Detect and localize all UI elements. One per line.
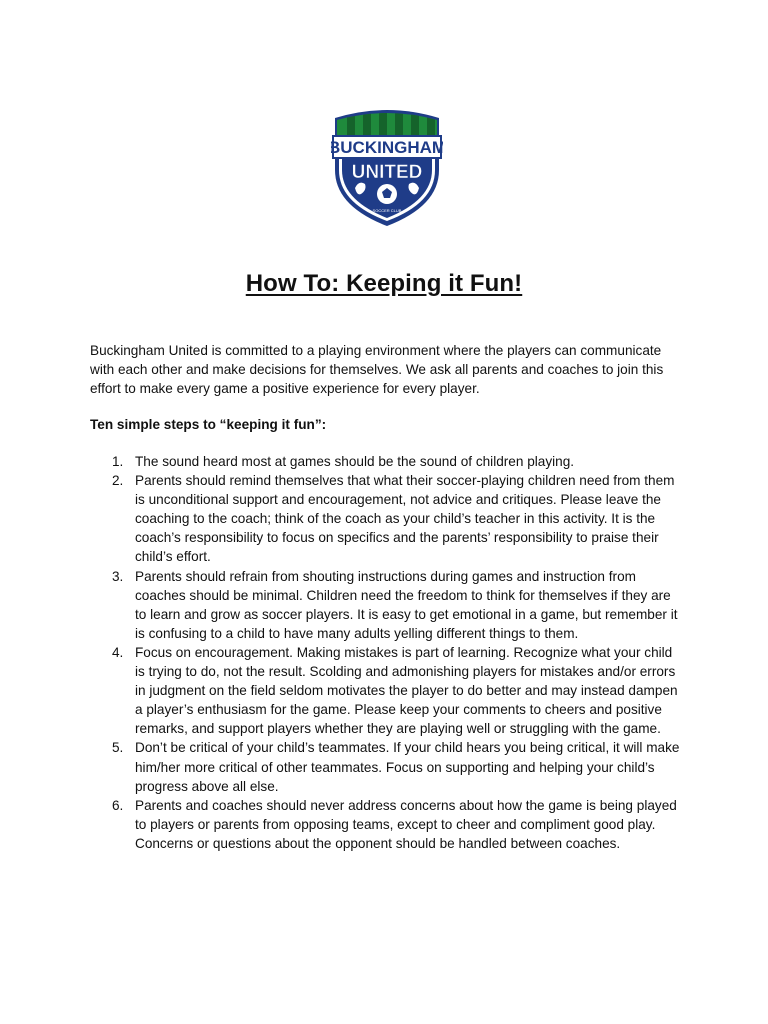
list-item-number: 6. <box>112 797 124 813</box>
crest-name-line2: UNITED <box>351 162 423 183</box>
list-item-text: Don’t be critical of your child’s teammates. If your child hears you being critical, it will make him/her more critical of other teammates. Focus on supporting and helping your child’s progress above all else. <box>135 740 680 794</box>
list-item-number: 3. <box>112 568 124 584</box>
page-title: How To: Keeping it Fun! <box>245 270 523 297</box>
crest-icon <box>331 108 443 228</box>
list-item <box>90 452 682 471</box>
list-item <box>90 471 682 566</box>
list-item-text: Parents should remind themselves that what their soccer-playing children need from them is unconditional support and encouragement, not advice and critiques. Please leave the coaching to the coach; think of the coach as your child’s teacher in this activity. It is the coach’s responsibility to focus on specifics and the parents’ responsibility to praise their child’s effort. <box>135 473 675 565</box>
list-item-text: The sound heard most at games should be the sound of children playing. <box>135 454 575 469</box>
list-item <box>90 796 682 853</box>
list-item-number: 4. <box>112 644 124 660</box>
list-item-text: Parents and coaches should never address concerns about how the game is being played to players or parents from opposing teams, except to cheer and compliment good play. Concerns or questions about the opponent should be handled between coaches. <box>135 797 677 851</box>
svg-text:SOCCER CLUB: SOCCER CLUB <box>372 208 402 213</box>
crest-name-line1: BUCKINGHAM <box>331 138 443 157</box>
list-item <box>90 643 682 738</box>
steps-list <box>90 452 682 853</box>
list-item-text: Focus on encouragement. Making mistakes is part of learning. Recognize what your child is trying to do, not the result. Scolding and admonishing players for mistakes and/or errors in judgment on the field seldom motivates the player to do better and may instead dampen a player’s enthusiasm for the game. Please keep your comments to cheers and positive remarks, and support players whether they are playing well or struggling with the game. <box>135 644 678 737</box>
list-item-text: Parents should refrain from shouting instructions during games and instruction from coaches should be minimal. Children need the freedom to think for themselves if they are to learn and grow as soccer players. It is easy to get emotional in a game, but remember it is confusing to a child to have many adults yelling different things to them. <box>135 568 678 641</box>
list-item-number: 1. <box>112 454 124 469</box>
list-item-number: 2. <box>112 473 124 489</box>
list-item <box>90 567 682 643</box>
steps-heading: Ten simple steps to “keeping it fun”: <box>90 417 327 432</box>
list-item <box>90 738 682 795</box>
intro-paragraph: Buckingham United is committed to a playing environment where the players can communicate with each other and make decisions for themselves. We ask all parents and coaches to join this effort to make every game a positive experience for every player. <box>90 343 664 396</box>
club-crest-logo <box>331 108 443 228</box>
list-item-number: 5. <box>112 740 124 756</box>
